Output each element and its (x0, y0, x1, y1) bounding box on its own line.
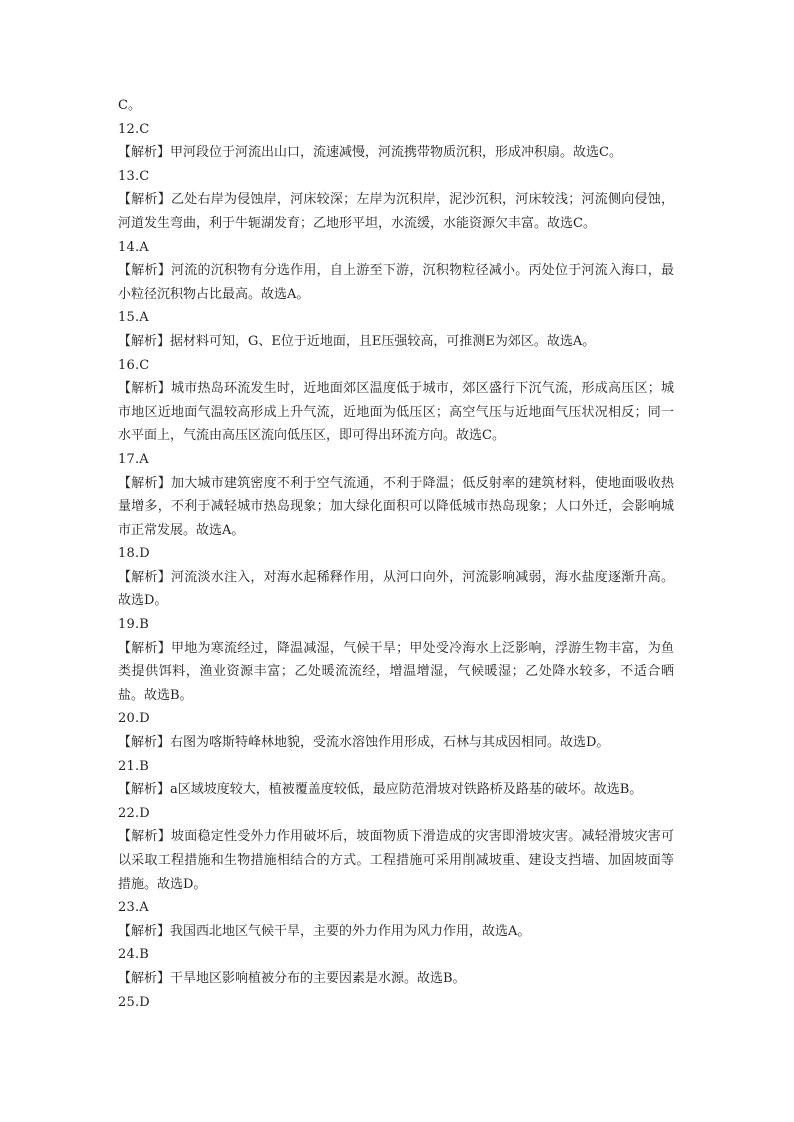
answer-number: 23.A (118, 900, 149, 916)
explanation: 【解析】城市热岛环流发生时，近地面郊区温度低于城市，郊区盛行下沉气流，形成高压区；城市地区近地面气温较高形成上升气流，近地面为低压区；高空气压与近地面气压状况相反；同一水平面上，气流由高压区流向低压区，即可得出环流方向。故选C。 (118, 381, 674, 444)
explanation: 【解析】a区域坡度较大，植被覆盖度较低，最应防范滑坡对铁路桥及路基的破坏。故选B。 (118, 782, 643, 798)
explanation: 【解析】坡面稳定性受外力作用破坏后，坡面物质下滑造成的灾害即滑坡灾害。减轻滑坡灾害可以采取工程措施和生物措施相结合的方式。工程措施可采用削减坡重、建设支挡墙、加固坡面等措施。故选D。 (118, 829, 674, 892)
explanation: 【解析】甲河段位于河流出山口，流速减慢，河流携带物质沉积，形成冲积扇。故选C。 (118, 145, 622, 161)
explanation: 【解析】右图为喀斯特峰林地貌，受流水溶蚀作用形成，石林与其成因相同。故选D。 (118, 735, 610, 751)
explanation: 【解析】我国西北地区气候干旱，主要的外力作用为风力作用，故选A。 (118, 923, 531, 939)
answer-number: 13.C (118, 168, 150, 184)
explanation: 【解析】河流的沉积物有分选作用，自上游至下游，沉积物粒径减小。丙处位于河流入海口，最小粒径沉积物占比最高。故选A。 (118, 263, 674, 302)
answer-number: 15.A (118, 310, 149, 326)
continued-text: C。 (118, 98, 141, 113)
answer-number: 18.D (118, 546, 150, 562)
answer-key-content (118, 94, 674, 1014)
explanation: 【解析】加大城市建筑密度不利于空气流通，不利于降温；低反射率的建筑材料，使地面吸收热量增多，不利于减轻城市热岛现象；加大绿化面积可以降低城市热岛现象；人口外迁，会影响城市正常发展。故选A。 (118, 475, 674, 538)
answer-number: 19.B (118, 617, 150, 633)
answer-number: 25.D (118, 994, 150, 1010)
explanation: 【解析】甲地为寒流经过，降温减湿，气候干旱；甲处受冷海水上泛影响，浮游生物丰富，为鱼类提供饵料，渔业资源丰富；乙处暖流流经，增温增湿，气候暖湿；乙处降水较多，不适合晒盐。故选B。 (118, 640, 674, 703)
explanation: 【解析】河流淡水注入，对海水起稀释作用，从河口向外，河流影响减弱，海水盐度逐渐升高。故选D。 (118, 569, 674, 609)
answer-number: 21.B (118, 758, 150, 774)
explanation: 【解析】据材料可知，G、E位于近地面，且E压强较高，可推测E为郊区。故选A。 (118, 333, 596, 349)
answer-number: 17.A (118, 451, 149, 467)
answer-number: 16.C (118, 357, 150, 373)
answer-number: 14.A (118, 239, 149, 255)
explanation: 【解析】干旱地区影响植被分布的主要因素是水源。故选B。 (118, 970, 466, 986)
answer-number: 24.B (118, 947, 150, 963)
answer-number: 12.C (118, 121, 150, 137)
answer-number: 20.D (118, 711, 150, 727)
explanation: 【解析】乙处右岸为侵蚀岸，河床较深；左岸为沉积岸，泥沙沉积，河床较浅；河流侧向侵蚀，河道发生弯曲，利于牛轭湖发育；乙地形平坦，水流缓，水能资源欠丰富。故选C。 (118, 192, 674, 231)
answer-number: 22.D (118, 805, 150, 821)
